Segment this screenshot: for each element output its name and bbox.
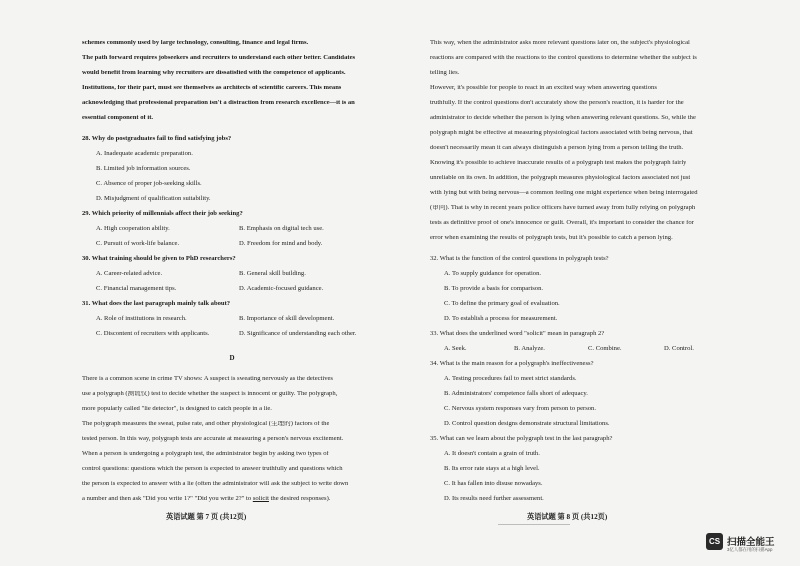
exam-page-8: [400, 0, 800, 566]
question-34-option-a: A. Testing procedures fail to meet strict standards.: [444, 375, 577, 382]
passage-line: (审问). That is why in recent years police officers have turned away from fully relying on polygraph: [430, 205, 696, 211]
question-32-option-a: A. To supply guidance for operation.: [444, 270, 542, 277]
passage-line: use a polygraph (测谎仪) test to decide whether the suspect is innocent or guilty. The polygraph,: [82, 391, 338, 397]
question-31-option-b: B. Importance of skill development.: [239, 315, 335, 322]
question-33-option-b: B. Analyze.: [514, 345, 545, 352]
question-30-option-b: B. General skill building.: [239, 270, 306, 277]
passage-line: telling lies.: [430, 70, 460, 76]
passage-line: Knowing it's possible to achieve inaccurate results of a polygraph test makes the polygraph fairly: [430, 160, 687, 166]
passage-line: control questions: questions which the person is expected to answer truthfully and questions which: [82, 466, 343, 472]
question-30-option-d: D. Academic-focused guidance.: [239, 285, 324, 292]
question-30-option-a: A. Career-related advice.: [96, 270, 163, 277]
passage-line: When a person is undergoing a polygraph test, the administrator begin by asking two types of: [82, 451, 329, 457]
passage-line: the person is expected to answer with a lie (often the administrator will ask the subject to write down: [82, 481, 349, 487]
passage-line: There is a common scene in crime TV shows: A suspect is sweating nervously as the detectives: [82, 376, 333, 382]
question-32-stem: 32. What is the function of the control questions in polygraph tests?: [430, 255, 609, 262]
question-35-option-c: C. It has fallen into disuse nowadays.: [444, 480, 543, 487]
question-30-stem: 30. What training should be given to PhD researchers?: [82, 255, 236, 262]
question-28-option-d: D. Misjudgment of qualification suitability.: [96, 195, 211, 202]
text-line: The path forward requires jobseekers and recruiters to understand each other better. Candidates: [82, 55, 356, 61]
question-31-option-c: C. Discontent of recruiters with applicants.: [96, 330, 210, 337]
text-line: Institutions, for their part, must see themselves as architects of scientific careers. This means: [82, 85, 342, 91]
question-29-option-b: B. Emphasis on digital tech use.: [239, 225, 324, 232]
question-33-stem: 33. What does the underlined word "solicit" mean in paragraph 2?: [430, 330, 605, 337]
question-31-stem: 31. What does the last paragraph mainly talk about?: [82, 300, 231, 307]
question-33-option-d: D. Control.: [664, 345, 694, 352]
passage-text: the desired responses).: [268, 496, 331, 502]
passage-line: error when examining the results of polygraph tests, but it's possible to catch a person lying.: [430, 235, 673, 241]
question-34-option-b: B. Administrators' competence falls short of adequacy.: [444, 390, 588, 397]
question-34-option-c: C. Nervous system responses vary from person to person.: [444, 405, 596, 412]
camscanner-icon: CS: [706, 533, 723, 550]
question-33-option-c: C. Combine.: [588, 345, 622, 352]
passage-line: more popularly called "lie detector", is designed to catch people in a lie.: [82, 406, 272, 412]
question-34-option-d: D. Control question designs demonstrate structural limitations.: [444, 420, 610, 427]
passage-line: polygraph might be effective at measuring physiological factors associated with being nervous, that: [430, 130, 693, 136]
question-30-option-c: C. Financial management tips.: [96, 285, 177, 292]
question-28-option-a: A. Inadequate academic preparation.: [96, 150, 193, 157]
passage-line: However, it's possible for people to react in an excited way when answering questions: [430, 85, 657, 91]
text-line: acknowledging that professional preparation isn't a distraction from research excellence—it is an: [82, 100, 355, 106]
passage-text: a number and then ask "Did you write 1?" "Did you write 2?" to: [82, 496, 253, 502]
passage-line: This way, when the administrator asks more relevant questions later on, the subject's physiological: [430, 40, 690, 46]
question-34-stem: 34. What is the main reason for a polygraph's ineffectiveness?: [430, 360, 594, 367]
page-footer: 英语试题 第 8 页 (共12页): [527, 513, 608, 521]
question-33-option-a: A. Seek.: [444, 345, 467, 352]
question-28-stem: 28. Why do postgraduates fail to find satisfying jobs?: [82, 135, 232, 142]
question-29-option-a: A. High cooperation ability.: [96, 225, 170, 232]
underlined-word-solicit: solicit: [252, 496, 269, 502]
question-35-stem: 35. What can we learn about the polygraph test in the last paragraph?: [430, 435, 613, 442]
question-35-option-b: B. Its error rate stays at a high level.: [444, 465, 540, 472]
passage-line: tests as definitive proof of one's innocence or guilt. Overall, it's important to consider the chance for: [430, 220, 694, 226]
text-line: schemes commonly used by large technology, consulting, finance and legal firms.: [82, 40, 309, 46]
question-29-option-c: C. Pursuit of work-life balance.: [96, 240, 180, 247]
passage-line: reactions are compared with the reactions to the control questions to determine whether the subject is: [430, 55, 697, 61]
question-29-stem: 29. Which priority of millennials affect their job seeking?: [82, 210, 243, 217]
question-28-option-b: B. Limited job information sources.: [96, 165, 191, 172]
passage-line: truthfully. If the control questions don't accurately show the person's reaction, it is harder for the: [430, 100, 684, 106]
question-31-option-a: A. Role of institutions in research.: [96, 315, 187, 322]
section-heading-d: D: [229, 354, 235, 362]
passage-line: tested person. In this way, polygraph tests are accurate at measuring a person's nervous excitement.: [82, 436, 344, 442]
text-line: would benefit from learning why recruiters are dissatisfied with the competence of applicants.: [82, 70, 346, 76]
scanner-logo: [706, 531, 800, 561]
question-32-option-c: C. To define the primary goal of evaluation.: [444, 300, 560, 307]
question-35-option-d: D. Its results need further assessment.: [444, 495, 544, 502]
text-line: essential component of it.: [82, 115, 154, 121]
question-28-option-c: C. Absence of proper job-seeking skills.: [96, 180, 202, 187]
question-35-option-a: A. It doesn't contain a grain of truth.: [444, 450, 540, 457]
question-32-option-b: B. To provide a basis for comparison.: [444, 285, 544, 292]
page-footer: 英语试题 第 7 页 (共12页): [166, 513, 247, 521]
question-31-option-d: D. Significance of understanding each other.: [239, 330, 357, 337]
question-32-option-d: D. To establish a process for measurement.: [444, 315, 558, 322]
scan-mark: [498, 524, 570, 525]
passage-line: doesn't necessarily mean it can always distinguish a person lying from a person telling the truth.: [430, 145, 684, 151]
passage-line: The polygraph measures the sweat, pulse rate, and other physiological (生理的) factors of the: [82, 421, 330, 427]
passage-line: with lying but with being nervous—a common feeling one might experience when being interrogated: [430, 190, 698, 196]
passage-line: administrator to decide whether the person is lying when answering relevant questions. So, while the: [430, 115, 696, 121]
passage-line: unreliable on its own. In addition, the polygraph measures physiological factors associated not just: [430, 175, 691, 181]
scanner-logo-tagline: 3亿人都在用的扫描App: [727, 547, 773, 552]
scanner-logo-name: 扫描全能王: [727, 537, 775, 548]
question-29-option-d: D. Freedom for mind and body.: [239, 240, 323, 247]
passage-line-last: [82, 496, 330, 503]
